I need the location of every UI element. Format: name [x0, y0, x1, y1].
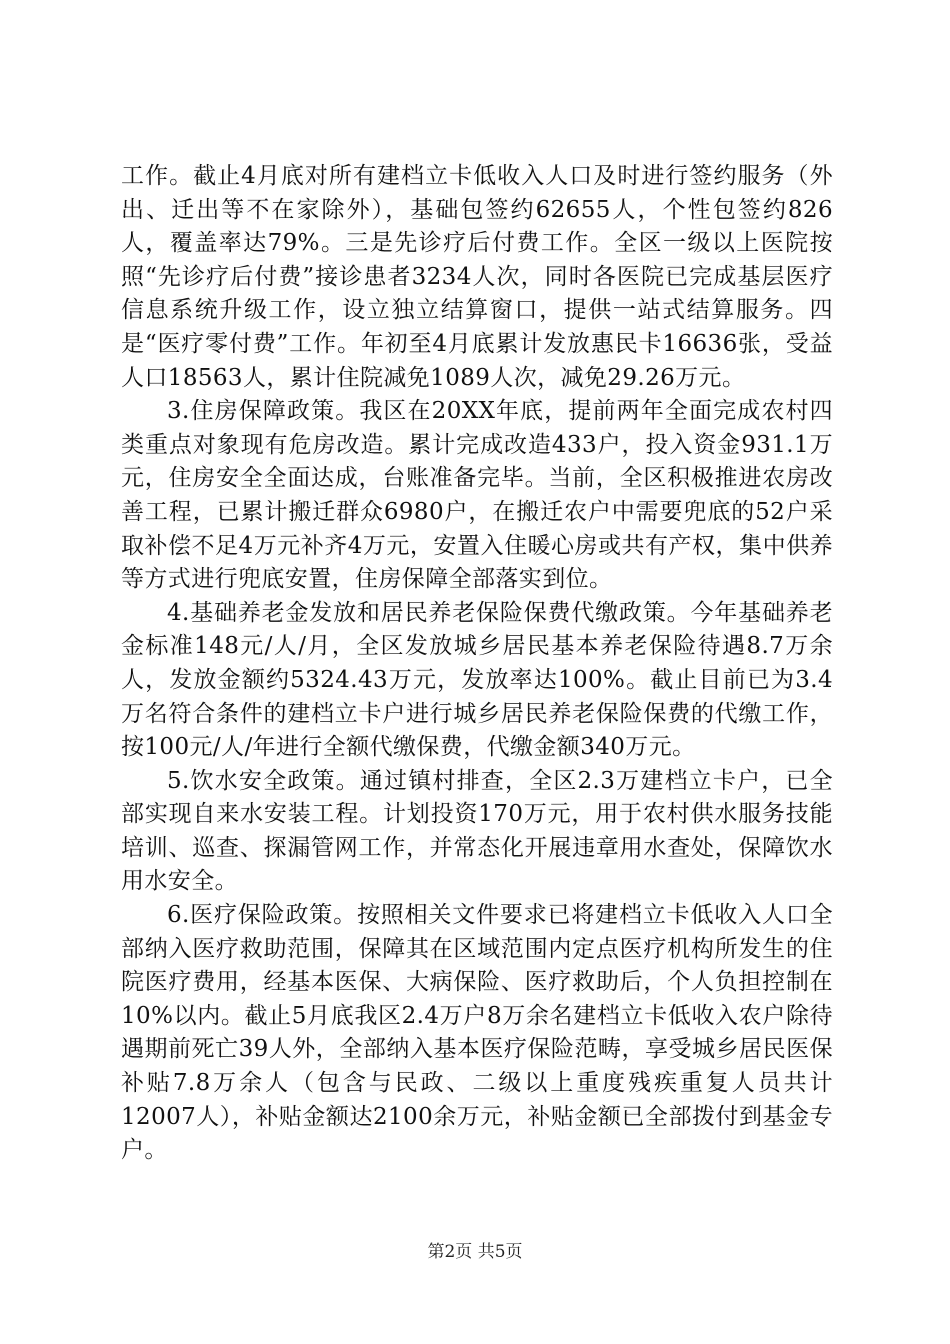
paragraph-medical-insurance-policy: 6.医疗保险政策。按照相关文件要求已将建档立卡低收入人口全部纳入医疗救助范围，保障其在区域范围内定点医疗机构所发生的住院医疗费用，经基本医保、大病保险、医疗救助后，个人负担控制在10%以内。截止5月底我区2.4万户8万余名建档立卡低收入农户除待遇期前死亡39人外，全部纳入基本医疗保险范畴，享受城乡居民医保补贴7.8万余人（包含与民政、二级以上重度残疾重复人员共计12007人），补贴金额达2100余万元，补贴金额已全部拨付到基金专户。: [121, 902, 833, 1164]
paragraph-housing-policy: 3.住房保障政策。我区在20XX年底，提前两年全面完成农村四类重点对象现有危房改造。累计完成改造433户，投入资金931.1万元，住房安全全面达成，台账准备完毕。当前，全区积极推进农房改善工程，已累计搬迁群众6980户，在搬迁农户中需要兜底的52户采取补偿不足4万元补齐4万元，安置入住暖心房或共有产权，集中供养等方式进行兜底安置，住房保障全部落实到位。: [121, 398, 833, 593]
page-number-footer: 第2页 共5页: [427, 1242, 523, 1262]
document-body: [121, 160, 833, 1168]
paragraph-medical-continuation: 工作。截止4月底对所有建档立卡低收入人口及时进行签约服务（外出、迁出等不在家除外），基础包签约62655人，个性包签约826人，覆盖率达79%。三是先诊疗后付费工作。全区一级以上医院按照“先诊疗后付费”接诊患者3234人次，同时各医院已完成基层医疗信息系统升级工作，设立独立结算窗口，提供一站式结算服务。四是“医疗零付费”工作。年初至4月底累计发放惠民卡16636张，受益人口18563人，累计住院减免1089人次，减免29.26万元。: [121, 163, 833, 391]
paragraph-water-safety-policy: 5.饮水安全政策。通过镇村排查，全区2.3万建档立卡户，已全部实现自来水安装工程。计划投资170万元，用于农村供水服务技能培训、巡查、探漏管网工作，并常态化开展违章用水查处，保障饮水用水安全。: [121, 767, 833, 895]
paragraph-pension-policy: 4.基础养老金发放和居民养老保险保费代缴政策。今年基础养老金标准148元/人/月，全区发放城乡居民基本养老保险待遇8.7万余人，发放金额约5324.43万元，发放率达100%。截止目前已为3.4万名符合条件的建档立卡户进行城乡居民养老保险保费的代缴工作，按100元/人/年进行全额代缴保费，代缴金额340万元。: [121, 599, 833, 761]
